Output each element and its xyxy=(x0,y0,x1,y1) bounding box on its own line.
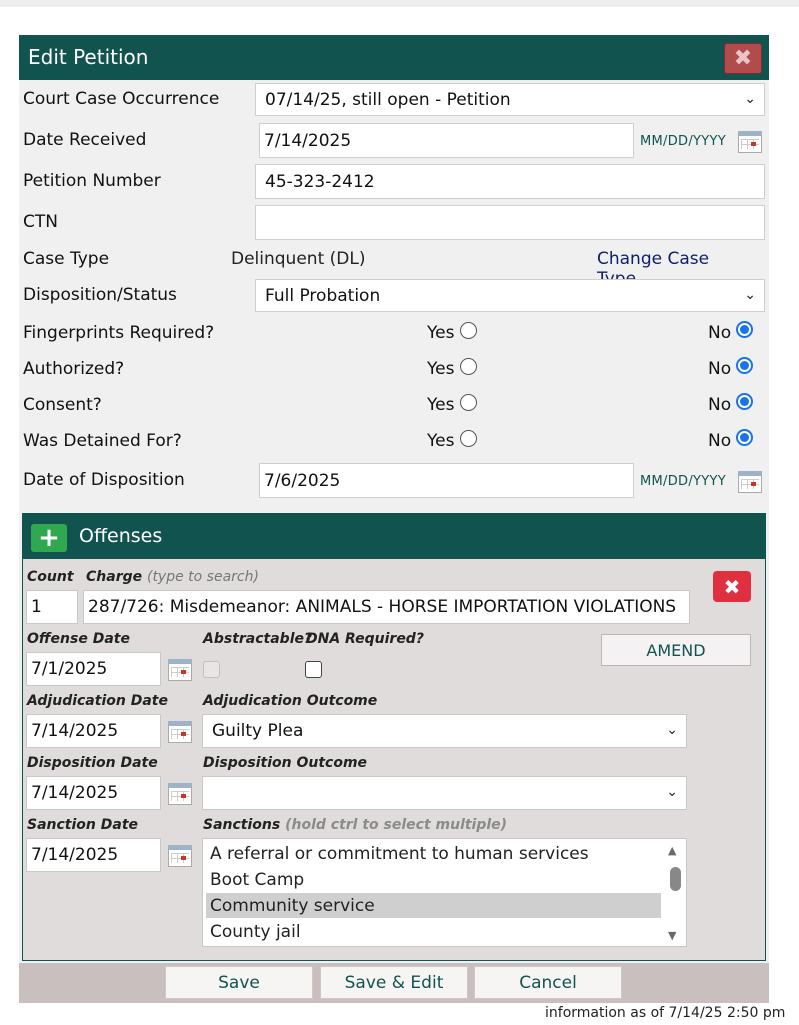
petition-number-value: 45-323-2412 xyxy=(265,171,375,192)
disposition-date-value: 7/14/2025 xyxy=(31,783,119,803)
ctn-input[interactable] xyxy=(255,205,765,240)
count-input[interactable] xyxy=(26,590,78,624)
sanction-date-input[interactable] xyxy=(26,838,161,872)
petition-number-input[interactable] xyxy=(255,164,765,199)
sanctions-listbox[interactable] xyxy=(202,838,687,947)
consent-yes-label: Yes xyxy=(427,395,455,415)
date-of-disposition-label: Date of Disposition xyxy=(23,470,185,490)
scrollbar-thumb[interactable] xyxy=(670,867,681,891)
disposition-outcome-label: Disposition Outcome xyxy=(203,755,368,771)
disposition-date-input[interactable] xyxy=(26,776,161,810)
adjudication-outcome-label: Adjudication Outcome xyxy=(203,693,378,709)
count-label: Count xyxy=(27,569,74,585)
scroll-up-icon[interactable]: ▲ xyxy=(668,844,677,857)
detained-yes-radio[interactable] xyxy=(460,430,477,447)
sanction-option-selected[interactable]: Community service xyxy=(206,893,661,918)
authorized-yes-radio[interactable] xyxy=(460,358,477,375)
calendar-icon[interactable] xyxy=(168,845,192,867)
consent-no-label: No xyxy=(708,395,732,415)
petition-number-label: Petition Number xyxy=(23,171,161,191)
detained-label: Was Detained For? xyxy=(23,431,182,451)
calendar-icon[interactable] xyxy=(168,783,192,805)
date-of-disposition-input[interactable] xyxy=(259,463,634,498)
case-type-label: Case Type xyxy=(23,249,110,269)
fingerprints-label: Fingerprints Required? xyxy=(23,323,215,343)
abstractable-label: Abstractable? xyxy=(203,631,313,647)
calendar-icon[interactable] xyxy=(168,721,192,743)
add-offense-button[interactable]: + xyxy=(31,524,67,552)
charge-input[interactable] xyxy=(83,590,690,624)
change-case-type-link[interactable]: Change Case xyxy=(597,249,710,269)
info-timestamp: information as of 7/14/25 2:50 pm xyxy=(545,1005,786,1021)
charge-hint: (type to search) xyxy=(146,569,259,585)
date-format-hint: MM/DD/YYYY xyxy=(640,474,726,489)
charge-label: Charge (type to search) xyxy=(86,569,259,585)
offense-date-value: 7/1/2025 xyxy=(31,659,108,679)
date-of-disposition-value: 7/6/2025 xyxy=(264,470,341,491)
court-case-value: 07/14/25, still open - Petition xyxy=(265,89,511,110)
date-format-hint: MM/DD/YYYY xyxy=(640,134,726,149)
consent-yes-radio[interactable] xyxy=(460,394,477,411)
offense-date-label: Offense Date xyxy=(27,631,130,647)
dialog-footer xyxy=(19,963,769,1003)
chevron-down-icon: ⌄ xyxy=(666,784,678,800)
adjudication-date-value: 7/14/2025 xyxy=(31,721,119,741)
disposition-status-select[interactable] xyxy=(255,279,765,312)
adjudication-outcome-select[interactable] xyxy=(202,714,687,748)
dialog-title: Edit Petition xyxy=(28,45,149,69)
fingerprints-yes-radio[interactable] xyxy=(460,322,477,339)
disposition-status-label: Disposition/Status xyxy=(23,285,177,305)
chevron-down-icon: ⌄ xyxy=(744,91,756,107)
sanction-date-value: 7/14/2025 xyxy=(31,845,119,865)
date-received-input[interactable] xyxy=(259,123,634,158)
save-and-edit-button[interactable]: Save & Edit xyxy=(320,966,468,999)
detained-no-label: No xyxy=(708,431,732,451)
fingerprints-no-radio[interactable] xyxy=(736,321,753,338)
cancel-button[interactable]: Cancel xyxy=(474,966,622,999)
court-case-label: Court Case Occurrence xyxy=(23,89,220,109)
fingerprints-yes-label: Yes xyxy=(427,323,455,343)
authorized-no-label: No xyxy=(708,359,732,379)
consent-no-radio[interactable] xyxy=(736,393,753,410)
dna-required-label: DNA Required? xyxy=(306,631,424,647)
count-value: 1 xyxy=(31,597,42,617)
calendar-icon[interactable] xyxy=(738,471,762,493)
offenses-header xyxy=(23,514,765,559)
disposition-outcome-select[interactable] xyxy=(202,776,687,810)
adjudication-date-label: Adjudication Date xyxy=(27,693,168,709)
ctn-label: CTN xyxy=(23,212,58,232)
sanctions-hint: (hold ctrl to select multiple) xyxy=(285,817,508,833)
detained-no-radio[interactable] xyxy=(736,429,753,446)
offenses-panel xyxy=(22,513,766,961)
authorized-yes-label: Yes xyxy=(427,359,455,379)
dna-required-checkbox[interactable] xyxy=(305,661,322,678)
edit-petition-dialog xyxy=(19,35,769,1003)
offenses-title: Offenses xyxy=(79,525,163,547)
delete-offense-button[interactable]: ✖ xyxy=(713,571,751,602)
date-received-label: Date Received xyxy=(23,130,147,150)
adjudication-date-input[interactable] xyxy=(26,714,161,748)
sanction-option[interactable]: A referral or commitment to human services xyxy=(210,843,589,864)
fingerprints-no-label: No xyxy=(708,323,732,343)
chevron-down-icon: ⌄ xyxy=(744,287,756,303)
abstractable-checkbox[interactable] xyxy=(203,661,220,678)
sanction-option[interactable]: Boot Camp xyxy=(210,869,305,890)
authorized-label: Authorized? xyxy=(23,359,125,379)
court-case-select[interactable] xyxy=(255,83,765,116)
disposition-status-value: Full Probation xyxy=(265,285,381,306)
amend-button[interactable]: AMEND xyxy=(601,634,751,666)
authorized-no-radio[interactable] xyxy=(736,357,753,374)
case-type-value: Delinquent (DL) xyxy=(231,249,366,269)
charge-value: 287/726: Misdemeanor: ANIMALS - HORSE IMPORTATION VIOLATIONS xyxy=(88,597,677,617)
top-bar xyxy=(0,0,799,7)
consent-label: Consent? xyxy=(23,395,102,415)
date-received-value: 7/14/2025 xyxy=(264,130,352,151)
sanction-date-label: Sanction Date xyxy=(27,817,139,833)
calendar-icon[interactable] xyxy=(738,131,762,153)
save-button[interactable]: Save xyxy=(165,966,313,999)
adjudication-outcome-value: Guilty Plea xyxy=(212,721,304,741)
chevron-down-icon: ⌄ xyxy=(666,722,678,738)
disposition-date-label: Disposition Date xyxy=(27,755,158,771)
close-icon[interactable]: ✖ xyxy=(724,43,762,74)
calendar-icon[interactable] xyxy=(168,659,192,681)
sanction-option[interactable]: County jail xyxy=(210,921,301,942)
offense-date-input[interactable] xyxy=(26,652,161,686)
scroll-down-icon[interactable]: ▼ xyxy=(668,929,677,942)
dialog-titlebar xyxy=(19,35,769,80)
sanctions-label: Sanctions (hold ctrl to select multiple) xyxy=(203,817,508,833)
detained-yes-label: Yes xyxy=(427,431,455,451)
